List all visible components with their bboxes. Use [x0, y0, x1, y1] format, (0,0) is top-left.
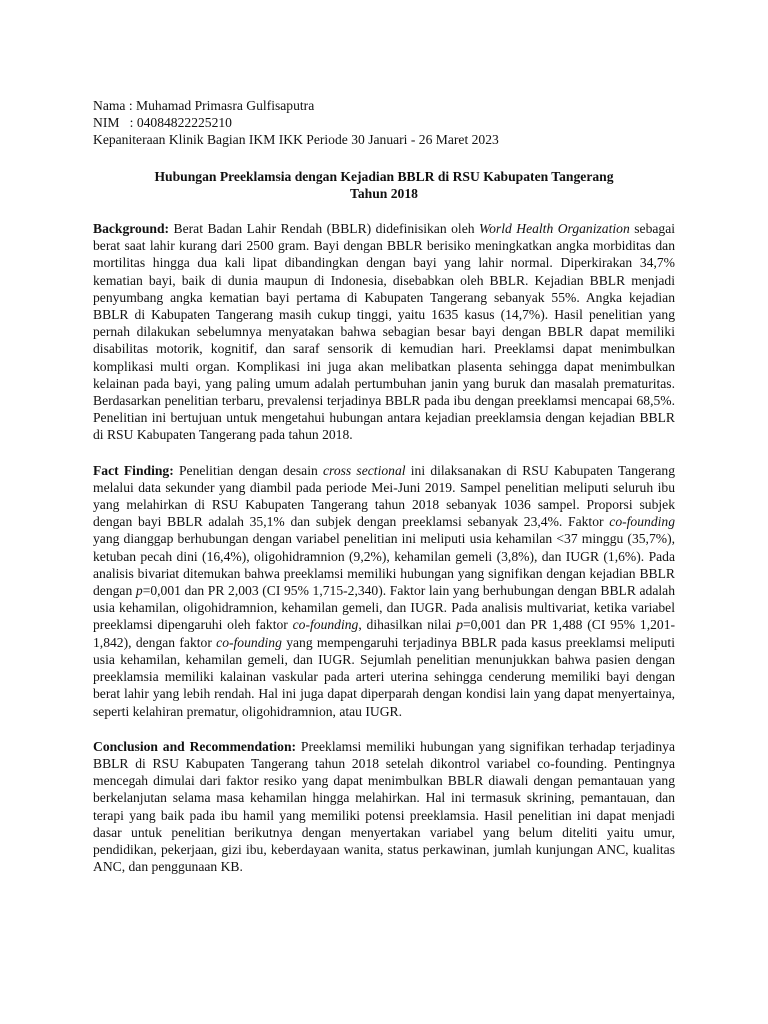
nim-label: NIM: [93, 115, 120, 131]
background-text-1: Berat Badan Lahir Rendah (BBLR) didefinisikan oleh: [173, 221, 475, 237]
fact-text-7: yang mempengaruhi terjadinya BBLR pada kasus preeklamsi meliputi usia kehamilan, kehamilan gemeli, dan IUGR. Sejumlah penelitian menunjukkan bahwa pasien dengan preeklamsia memiliki kalainan vaskular pada arteri uterina sehingga cenderung memiliki bayi dengan berat lahir yang lebih rendah. Hal ini juga dapat diperparah dengan kondisi lain yang dapat menyertainya, seperti kelahiran prematur, oligohidramnion, atau IUGR.: [93, 634, 675, 719]
cross-sectional-term: cross sectional: [323, 462, 406, 478]
fact-text-4: =0,001 dan PR 2,003 (CI 95% 1,715-2,340). Faktor lain yang berhubungan dengan BBLR adalah usia kehamilan, oligohidramnion, kehamilan gemeli, dan IUGR. Pada analisis multivariat, ketika variabel preeklamsi dipengaruhi oleh faktor: [93, 583, 675, 633]
fact-text-3: yang dianggap berhubungan dengan variabel penelitian ini meliputi usia kehamilan <37 minggu (35,7%), ketuban pecah dini (16,4%), oligohidramnion (9,2%), kehamilan gemeli (3,8%), dan IUGR (1,6%). Pada analisis bivariat ditemukan bahwa preeklamsi memiliki hubungan yang signifikan dengan kejadian BBLR dengan: [93, 531, 675, 599]
co-founding-term-3: co-founding: [216, 634, 282, 650]
document-page: [93, 97, 675, 875]
conclusion-heading: Conclusion and Recommendation:: [93, 738, 297, 754]
student-info: [93, 97, 675, 149]
p-value-symbol-2: p: [456, 617, 463, 633]
name-label: Nama: [93, 98, 126, 113]
title-line-1: Hubungan Preeklamsia dengan Kejadian BBLR di RSU Kabupaten Tangerang: [154, 168, 614, 184]
name-line: Nama : Muhamad Primasra Gulfisaputra: [93, 98, 315, 113]
name-value: Muhamad Primasra Gulfisaputra: [136, 98, 315, 113]
fact-finding-section: [93, 462, 675, 720]
co-founding-term-2: co-founding: [292, 617, 359, 633]
conclusion-section: [93, 738, 675, 876]
kepaniteraan-line: Kepaniteraan Klinik Bagian IKM IKK Periode 30 Januari - 26 Maret 2023: [93, 132, 499, 148]
document-title: [93, 168, 675, 202]
background-section: [93, 220, 675, 444]
fact-text-6: =0,001 dan PR 1,488 (CI 95% 1,201-1,842), dengan faktor: [93, 617, 676, 650]
who-term: World Health Organization: [479, 221, 630, 237]
fact-finding-heading: Fact Finding:: [93, 462, 174, 478]
nim-line: NIM : 04084822225210: [93, 115, 232, 131]
fact-text-2: ini dilaksanakan di RSU Kabupaten Tangerang melalui data sekunder yang diambil pada periode Mei-Juni 2019. Sampel penelitian meliputi seluruh ibu yang melahirkan di RSU Kabupaten Tangerang tahun 2018 sebanyak 1036 sampel. Proporsi subjek dengan bayi BBLR adalah 35,1% dan subjek dengan preeklamsi sebanyak 23,4%. Faktor: [93, 462, 675, 530]
background-text-2: sebagai berat saat lahir kurang dari 2500 gram. Bayi dengan BBLR berisiko meningkatkan angka morbiditas dan mortilitas hingga dua kali lipat dibandingkan dengan bayi yang lahir normal. Diperkirakan 34,7% kematian bayi, baik di dunia maupun di Indonesia, disebabkan oleh BBLR. Kejadian BBLR menjadi penyumbang angka kematian bayi pertama di Kabupaten Tangerang sebanyak 55%. Angka kejadian BBLR di Kabupaten Tangerang masih cukup tinggi, yaitu 1635 kasus (14,7%). Hasil penelitian yang pernah dilakukan sebelumnya menyatakan bahwa sebagian besar bayi dengan BBLR dapat memiliki disabilitas motorik, kognitif, dan saraf sensorik di kemudian hari. Preeklamsi dapat menimbulkan komplikasi multi organ. Komplikasi ini juga akan melibatkan plasenta sehingga dapat menimbulkan kelainan pada bayi, yang paling umum adalah pertumbuhan janin yang buruk dan masalah prematuritas. Berdasarkan penelitian terbaru, prevalensi terjadinya BBLR pada ibu dengan preeklamsi mencapai 68,5%. Penelitian ini bertujuan untuk mengetahui hubungan antara kejadian preeklamsia dengan kejadian BBLR di RSU Kabupaten Tangerang pada tahun 2018.: [93, 221, 676, 443]
fact-text-5: , dihasilkan nilai: [358, 617, 452, 633]
nim-value: 04084822225210: [136, 115, 232, 131]
fact-text-1: Penelitian dengan desain: [178, 462, 318, 478]
title-line-2: Tahun 2018: [350, 185, 418, 201]
co-founding-term-1: co-founding: [609, 514, 675, 530]
conclusion-text: Preeklamsi memiliki hubungan yang signifikan terhadap terjadinya BBLR di RSU Kabupaten Tangerang tahun 2018 setelah dikontrol variabel co-founding. Pentingnya mencegah dimulai dari faktor resiko yang dapat menimbulkan BBLR diawali dengan pemantauan yang berkelanjutan selama masa kehamilan hingga melahirkan. Hal ini termasuk skrining, pemantauan, dan terapi yang baik pada ibu hamil yang memiliki potensi preeklamsia. Hasil penelitian ini dapat menjadi dasar untuk penelitian berikutnya dengan menyertakan variabel yang belum diteliti yaitu umur, pendidikan, pekerjaan, gizi ibu, keberdayaan wanita, status perkawinan, jumlah kunjungan ANC, kualitas ANC, dan penggunaan KB.: [93, 738, 675, 875]
p-value-symbol-1: p: [135, 583, 143, 599]
background-heading: Background:: [93, 221, 170, 237]
